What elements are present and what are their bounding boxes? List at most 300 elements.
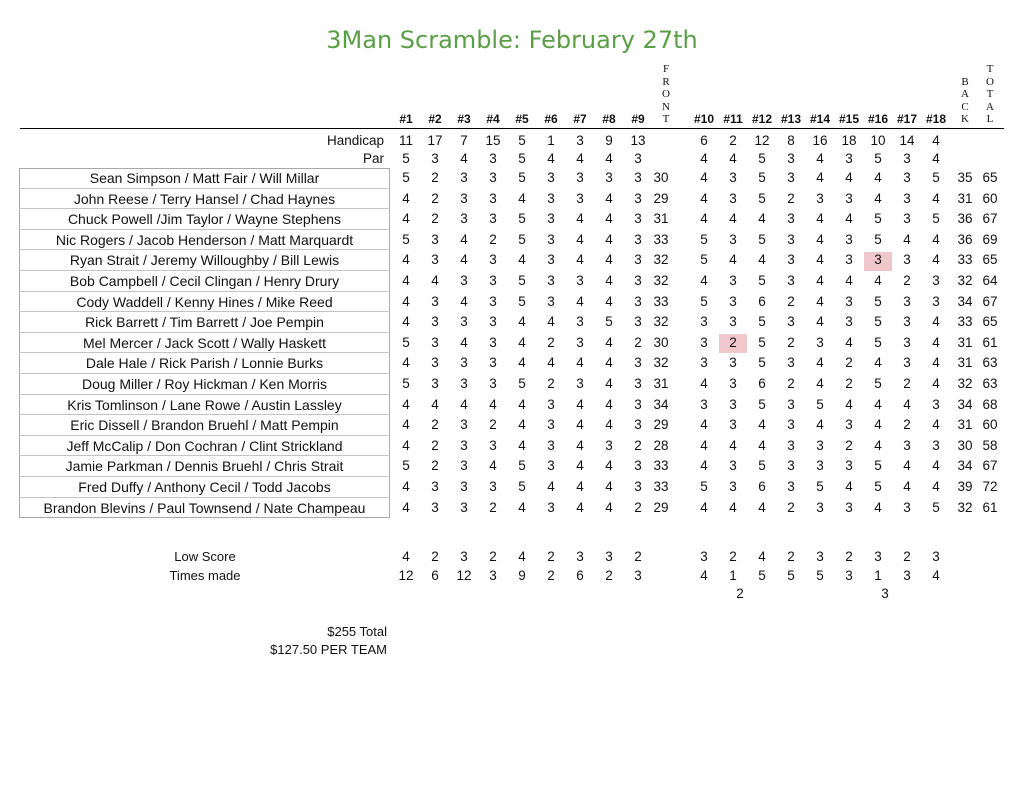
score-cell: 3 xyxy=(787,273,795,288)
score-cell: 3 xyxy=(816,190,824,206)
handicap-value: 11 xyxy=(398,133,413,148)
score-cell: 4 xyxy=(758,211,766,227)
grand-total: 72 xyxy=(982,479,998,494)
par-value: 4 xyxy=(605,151,613,166)
back-total: 39 xyxy=(957,479,973,494)
par-value: 3 xyxy=(845,151,853,166)
score-cell: 2 xyxy=(787,293,795,309)
score-cell: 3 xyxy=(431,293,439,309)
score-cell: 3 xyxy=(431,314,439,330)
score-cell: 4 xyxy=(816,231,824,247)
score-cell: 5 xyxy=(518,211,526,227)
score-cell: 4 xyxy=(460,334,468,350)
score-cell: 4 xyxy=(402,190,410,206)
times_made-label: Times made xyxy=(169,568,241,583)
extra-count: 2 xyxy=(736,586,744,601)
score-cell: 4 xyxy=(605,376,613,391)
team-name: Nic Rogers / Jacob Henderson / Matt Marquardt xyxy=(55,231,354,248)
score-cell: 3 xyxy=(460,190,468,206)
score-cell: 3 xyxy=(903,334,911,350)
grand-total: 63 xyxy=(982,355,998,371)
back-total: 30 xyxy=(957,437,973,453)
score-cell: 3 xyxy=(787,479,795,494)
score-cell: 4 xyxy=(700,190,708,206)
score-cell: 6 xyxy=(758,479,766,494)
back-total: 35 xyxy=(957,170,973,185)
score-cell: 4 xyxy=(700,273,708,288)
front-total: 32 xyxy=(653,273,669,288)
score-cell: 4 xyxy=(402,273,410,288)
back-total: 33 xyxy=(957,252,973,268)
hole-header: #2 xyxy=(428,112,442,126)
times_made-value: 6 xyxy=(576,568,584,583)
score-cell: 4 xyxy=(402,211,410,227)
score-cell: 3 xyxy=(845,293,853,309)
hole-header: #4 xyxy=(486,112,500,126)
score-cell: 3 xyxy=(489,479,497,494)
front-total: 34 xyxy=(653,396,669,412)
score-cell: 4 xyxy=(758,437,766,453)
score-cell: 4 xyxy=(460,396,468,412)
times_made-value: 12 xyxy=(398,568,414,583)
score-cell: 4 xyxy=(758,417,766,433)
low_score-value: 4 xyxy=(402,549,410,564)
score-cell: 3 xyxy=(903,355,911,371)
score-cell: 3 xyxy=(787,417,795,433)
score-cell: 4 xyxy=(816,376,824,391)
times_made-value: 1 xyxy=(729,568,737,583)
grand-total: 61 xyxy=(982,499,998,515)
score-cell: 4 xyxy=(932,355,940,371)
score-cell: 4 xyxy=(576,231,584,247)
score-cell: 3 xyxy=(903,252,911,268)
score-cell: 5 xyxy=(932,211,940,227)
score-cell: 3 xyxy=(547,396,555,412)
score-cell: 3 xyxy=(547,252,555,268)
par-value: 4 xyxy=(547,151,555,166)
score-cell: 3 xyxy=(489,334,497,350)
score-cell: 3 xyxy=(547,417,555,433)
low_score-value: 2 xyxy=(489,549,497,564)
score-cell: 5 xyxy=(518,273,526,288)
score-cell: 4 xyxy=(605,458,613,474)
handicap-label: Handicap xyxy=(326,133,384,148)
front-total: 31 xyxy=(653,211,669,227)
score-cell: 4 xyxy=(903,458,911,474)
score-cell: 3 xyxy=(634,170,642,185)
score-cell: 3 xyxy=(547,499,555,515)
score-cell: 6 xyxy=(758,376,766,391)
score-cell: 2 xyxy=(903,376,911,391)
grand-total: 63 xyxy=(982,376,998,391)
score-cell: 3 xyxy=(787,231,795,247)
score-cell: 4 xyxy=(576,355,584,371)
score-cell: 4 xyxy=(932,334,940,350)
score-cell: 4 xyxy=(518,437,526,453)
score-cell: 4 xyxy=(605,273,613,288)
score-cell: 5 xyxy=(700,479,708,494)
back-column-header-letter: A xyxy=(961,88,969,101)
per-team-amount: $127.50 PER TEAM xyxy=(270,642,387,657)
score-cell: 4 xyxy=(932,376,940,391)
score-cell: 3 xyxy=(700,396,708,412)
score-cell: 3 xyxy=(460,376,468,391)
hole-header: #14 xyxy=(809,112,831,126)
par-value: 3 xyxy=(903,151,911,166)
score-cell: 4 xyxy=(874,396,882,412)
grand-total: 68 xyxy=(982,396,998,412)
score-cell: 5 xyxy=(874,211,882,227)
score-cell: 3 xyxy=(489,314,497,330)
score-cell: 4 xyxy=(547,479,555,494)
score-cell: 3 xyxy=(460,211,468,227)
grand-total: 67 xyxy=(982,211,998,227)
score-cell: 4 xyxy=(700,417,708,433)
score-cell: 3 xyxy=(460,499,468,515)
front-total: 29 xyxy=(653,190,669,206)
score-cell: 5 xyxy=(874,376,882,391)
score-cell: 4 xyxy=(816,211,824,227)
score-cell: 3 xyxy=(431,499,439,515)
score-cell: 3 xyxy=(431,252,439,268)
grand-total: 65 xyxy=(982,170,998,185)
score-cell: 3 xyxy=(787,355,795,371)
score-cell: 5 xyxy=(700,231,708,247)
score-cell: 3 xyxy=(547,190,555,206)
hole-header: #16 xyxy=(867,112,889,126)
score-cell: 3 xyxy=(489,355,497,371)
grand-total: 64 xyxy=(982,273,998,288)
score-cell: 3 xyxy=(489,170,497,185)
score-cell: 3 xyxy=(634,293,642,309)
score-cell: 5 xyxy=(518,170,526,185)
score-cell: 2 xyxy=(547,334,555,350)
score-cell: 4 xyxy=(874,273,882,288)
score-cell: 4 xyxy=(758,252,766,268)
score-cell: 4 xyxy=(605,396,613,412)
score-cell: 4 xyxy=(489,396,497,412)
front-column-header-letter: N xyxy=(662,100,670,113)
score-cell: 3 xyxy=(489,252,497,268)
back-total: 34 xyxy=(957,458,973,474)
handicap-value: 6 xyxy=(700,133,708,148)
score-cell: 4 xyxy=(729,499,737,515)
score-cell: 3 xyxy=(903,170,911,185)
score-cell: 4 xyxy=(845,211,853,227)
score-cell: 5 xyxy=(402,458,410,474)
score-cell: 3 xyxy=(460,314,468,330)
score-cell: 4 xyxy=(460,293,468,309)
score-cell: 5 xyxy=(700,293,708,309)
score-cell: 5 xyxy=(874,458,882,474)
score-cell: 2 xyxy=(489,417,497,433)
score-cell: 3 xyxy=(816,437,824,453)
back-total: 31 xyxy=(957,334,973,350)
score-cell: 3 xyxy=(634,355,642,371)
score-cell: 4 xyxy=(874,417,882,433)
score-cell: 5 xyxy=(518,458,526,474)
total-column-header-letter: T xyxy=(986,88,994,101)
score-cell: 5 xyxy=(758,334,766,350)
score-cell: 4 xyxy=(874,499,882,515)
score-cell: 3 xyxy=(729,458,737,474)
team-name: Bob Campbell / Cecil Clingan / Henry Drury xyxy=(69,273,340,289)
score-cell: 4 xyxy=(518,334,526,350)
score-cell: 2 xyxy=(903,417,911,433)
hole-header: #13 xyxy=(780,112,802,126)
score-cell: 3 xyxy=(460,437,468,453)
score-cell: 4 xyxy=(903,396,911,412)
score-cell: 4 xyxy=(547,355,555,371)
score-cell: 5 xyxy=(518,293,526,309)
team-name: Ryan Strait / Jeremy Willoughby / Bill Lewis xyxy=(69,252,340,269)
score-cell: 2 xyxy=(489,499,497,515)
score-cell: 4 xyxy=(729,211,737,227)
score-cell: 4 xyxy=(816,293,824,309)
score-cell: 4 xyxy=(700,458,708,474)
par-value: 4 xyxy=(576,151,584,166)
score-cell: 5 xyxy=(874,231,882,247)
score-cell: 2 xyxy=(787,376,795,391)
score-cell: 3 xyxy=(903,293,911,309)
score-cell: 2 xyxy=(634,437,642,453)
score-cell: 3 xyxy=(729,190,737,206)
score-cell: 3 xyxy=(634,458,642,474)
front-total: 33 xyxy=(653,293,669,309)
score-cell: 3 xyxy=(547,273,555,288)
score-cell: 2 xyxy=(729,334,737,350)
score-cell: 4 xyxy=(729,437,737,453)
times_made-value: 2 xyxy=(547,568,555,583)
team-name: Sean Simpson / Matt Fair / Will Millar xyxy=(89,170,320,186)
score-cell: 4 xyxy=(932,231,940,247)
score-cell: 5 xyxy=(518,231,526,247)
score-cell: 4 xyxy=(700,499,708,515)
score-cell: 3 xyxy=(431,334,439,350)
score-cell: 3 xyxy=(634,211,642,227)
times_made-value: 6 xyxy=(431,568,439,583)
handicap-value: 17 xyxy=(427,133,443,148)
score-cell: 3 xyxy=(634,376,642,391)
score-cell: 4 xyxy=(816,355,824,371)
par-value: 5 xyxy=(402,151,410,166)
back-total: 31 xyxy=(957,355,973,371)
score-cell: 3 xyxy=(903,190,911,206)
par-label: Par xyxy=(362,151,384,166)
score-cell: 3 xyxy=(460,355,468,371)
score-cell: 4 xyxy=(576,252,584,268)
score-cell: 3 xyxy=(932,273,940,288)
score-cell: 2 xyxy=(634,334,642,350)
score-cell: 3 xyxy=(576,273,584,288)
score-cell: 4 xyxy=(874,190,882,206)
score-cell: 2 xyxy=(547,376,555,391)
score-cell: 4 xyxy=(605,479,613,494)
hole-header: #9 xyxy=(631,112,645,126)
score-cell: 4 xyxy=(460,231,468,247)
score-cell: 5 xyxy=(758,458,766,474)
score-cell: 5 xyxy=(758,355,766,371)
times_made-value: 4 xyxy=(932,568,940,583)
team-name: John Reese / Terry Hansel / Chad Haynes xyxy=(73,190,336,207)
score-cell: 5 xyxy=(402,334,410,350)
score-cell: 3 xyxy=(845,417,853,433)
score-cell: 4 xyxy=(576,396,584,412)
score-cell: 4 xyxy=(700,170,708,185)
score-cell: 4 xyxy=(845,334,853,350)
score-cell: 3 xyxy=(634,273,642,288)
score-cell: 4 xyxy=(605,211,613,227)
back-column-header-letter: B xyxy=(961,75,969,88)
score-cell: 3 xyxy=(634,190,642,206)
score-cell: 3 xyxy=(787,437,795,453)
score-cell: 3 xyxy=(576,314,584,330)
hole-header: #10 xyxy=(693,112,715,126)
handicap-value: 4 xyxy=(932,133,940,148)
score-cell: 4 xyxy=(431,396,439,412)
front-total: 28 xyxy=(653,437,669,453)
score-cell: 5 xyxy=(758,273,766,288)
front-total: 32 xyxy=(653,355,669,371)
score-cell: 4 xyxy=(605,190,613,206)
score-cell: 5 xyxy=(758,231,766,247)
score-cell: 5 xyxy=(874,334,882,350)
low_score-value: 2 xyxy=(729,549,737,564)
score-cell: 3 xyxy=(634,314,642,330)
score-cell: 2 xyxy=(431,170,439,185)
score-cell: 4 xyxy=(729,252,737,268)
low_score-value: 2 xyxy=(547,549,555,564)
score-cell: 2 xyxy=(431,458,439,474)
score-cell: 3 xyxy=(634,252,642,268)
score-cell: 3 xyxy=(729,273,737,288)
score-cell: 3 xyxy=(729,417,737,433)
score-cell: 4 xyxy=(874,170,882,185)
score-cell: 3 xyxy=(729,479,737,494)
par-value: 4 xyxy=(460,151,468,166)
score-cell: 5 xyxy=(758,190,766,206)
total-column-header-letter: A xyxy=(986,100,994,113)
score-cell: 4 xyxy=(402,479,410,494)
front-column-header-letter: T xyxy=(662,113,670,126)
par-value: 3 xyxy=(634,151,642,166)
score-cell: 3 xyxy=(903,211,911,227)
score-cell: 3 xyxy=(903,437,911,453)
low_score-value: 2 xyxy=(431,549,439,564)
score-cell: 3 xyxy=(729,355,737,371)
handicap-value: 1 xyxy=(547,133,555,148)
team-name: Kris Tomlinson / Lane Rowe / Austin Lassley xyxy=(67,396,342,413)
score-cell: 3 xyxy=(729,314,737,330)
handicap-value: 10 xyxy=(870,133,886,148)
score-cell: 4 xyxy=(460,252,468,268)
score-cell: 4 xyxy=(402,355,410,371)
hole-header: #18 xyxy=(925,112,947,126)
back-total: 32 xyxy=(957,273,973,288)
team-name: Brandon Blevins / Paul Townsend / Nate Champeau xyxy=(43,499,366,516)
grand-total: 67 xyxy=(982,293,998,309)
low_score-value: 3 xyxy=(576,549,584,564)
score-cell: 3 xyxy=(816,334,824,350)
score-cell: 4 xyxy=(605,499,613,515)
par-value: 4 xyxy=(932,151,940,166)
times_made-value: 3 xyxy=(634,568,642,583)
score-cell: 4 xyxy=(518,355,526,371)
times_made-value: 5 xyxy=(787,568,795,583)
score-cell: 3 xyxy=(547,211,555,227)
handicap-value: 9 xyxy=(605,133,613,148)
low_score-value: 3 xyxy=(816,549,824,564)
score-cell: 3 xyxy=(605,437,613,453)
score-cell: 3 xyxy=(787,396,795,412)
score-cell: 5 xyxy=(874,314,882,330)
grand-total: 61 xyxy=(982,334,998,350)
score-cell: 4 xyxy=(605,252,613,268)
score-cell: 4 xyxy=(402,437,410,453)
hole-header: #5 xyxy=(515,112,529,126)
handicap-value: 7 xyxy=(460,133,468,148)
score-cell: 3 xyxy=(460,479,468,494)
par-value: 4 xyxy=(700,151,708,166)
score-cell: 2 xyxy=(431,437,439,453)
score-cell: 2 xyxy=(845,437,853,453)
score-cell: 4 xyxy=(518,396,526,412)
score-cell: 3 xyxy=(634,231,642,247)
score-cell: 3 xyxy=(903,499,911,515)
score-cell: 4 xyxy=(816,273,824,288)
score-cell: 3 xyxy=(787,252,795,268)
score-cell: 4 xyxy=(518,314,526,330)
times_made-value: 3 xyxy=(845,568,853,583)
score-cell: 5 xyxy=(758,314,766,330)
score-cell: 4 xyxy=(402,499,410,515)
back-total: 33 xyxy=(957,314,973,330)
extra-count: 3 xyxy=(881,586,889,601)
score-cell: 4 xyxy=(932,314,940,330)
times_made-value: 3 xyxy=(489,568,497,583)
score-cell: 4 xyxy=(874,355,882,371)
score-cell: 5 xyxy=(402,231,410,247)
score-cell: 3 xyxy=(729,170,737,185)
score-cell: 3 xyxy=(576,190,584,206)
grand-total: 58 xyxy=(982,437,998,453)
low_score-value: 3 xyxy=(700,549,708,564)
score-cell: 3 xyxy=(845,190,853,206)
score-cell: 2 xyxy=(634,499,642,515)
score-cell: 4 xyxy=(576,293,584,309)
score-cell: 3 xyxy=(489,376,497,391)
score-cell: 3 xyxy=(816,458,824,474)
front-column-header-letter: O xyxy=(662,88,670,101)
score-cell: 3 xyxy=(729,396,737,412)
front-total: 32 xyxy=(653,314,669,330)
score-cell: 2 xyxy=(431,211,439,227)
score-cell: 3 xyxy=(547,458,555,474)
score-cell: 4 xyxy=(518,499,526,515)
score-cell: 5 xyxy=(402,376,410,391)
par-value: 5 xyxy=(874,151,882,166)
team-name: Fred Duffy / Anthony Cecil / Todd Jacobs xyxy=(78,479,331,495)
total-column-header-letter: O xyxy=(986,75,994,88)
handicap-value: 5 xyxy=(518,133,526,148)
score-cell: 3 xyxy=(576,170,584,185)
times_made-value: 1 xyxy=(874,568,882,583)
score-cell: 4 xyxy=(903,231,911,247)
score-cell: 4 xyxy=(700,376,708,391)
times_made-value: 4 xyxy=(700,568,708,583)
score-cell: 4 xyxy=(402,314,410,330)
back-total: 36 xyxy=(957,231,973,247)
